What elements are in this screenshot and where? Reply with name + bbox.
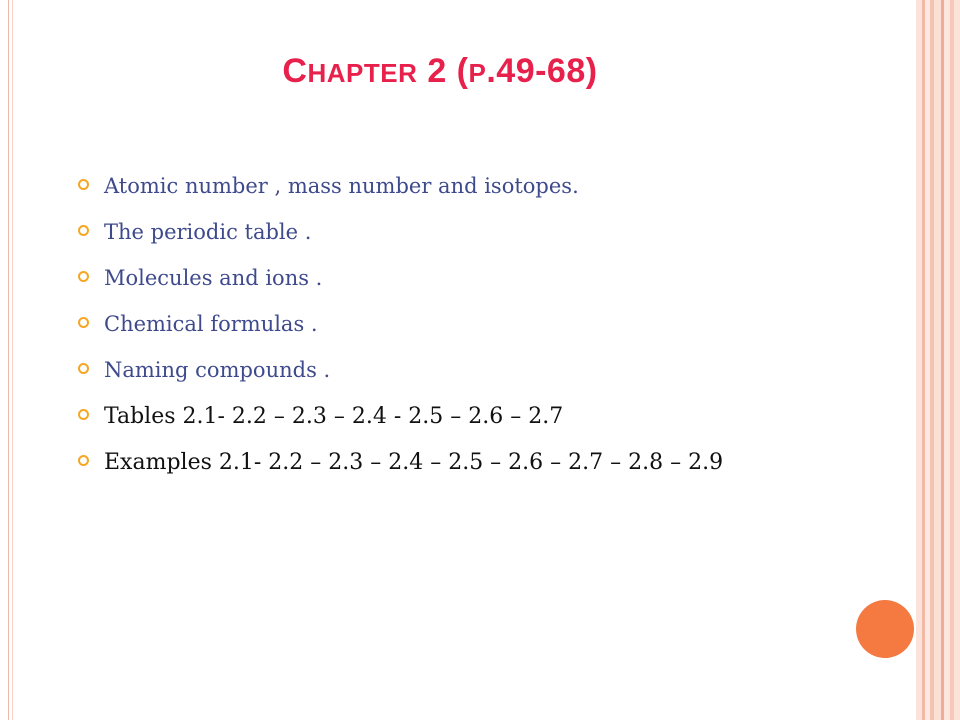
- bullet-item: [78, 170, 878, 203]
- bullet-text: The periodic table .: [104, 220, 312, 244]
- bullet-item: [78, 400, 878, 433]
- bullet-ring-icon: [78, 363, 89, 374]
- bullet-text: Atomic number , mass number and isotopes.: [104, 174, 579, 198]
- bullet-ring-icon: [78, 455, 89, 466]
- title-part: .49-68): [486, 52, 598, 90]
- bullet-ring-icon: [78, 409, 89, 420]
- frame-line: [12, 0, 13, 720]
- bullet-ring-icon: [78, 179, 89, 190]
- bullet-item: [78, 308, 878, 341]
- bullet-item: [78, 262, 878, 295]
- stripe: [934, 0, 941, 720]
- accent-circle: [856, 600, 914, 658]
- frame-line: [8, 0, 9, 720]
- bullet-ring-icon: [78, 225, 89, 236]
- bullet-text: Examples 2.1- 2.2 – 2.3 – 2.4 – 2.5 – 2.6 – 2.7 – 2.8 – 2.9: [104, 450, 724, 475]
- title-part: 2 (: [417, 52, 469, 90]
- bullet-item: [78, 446, 878, 479]
- title-part: HAPTER: [307, 58, 418, 88]
- stripe: [954, 0, 960, 720]
- title-part: C: [282, 52, 308, 90]
- bullet-text: Chemical formulas .: [104, 312, 318, 336]
- bullet-ring-icon: [78, 317, 89, 328]
- bullet-item: [78, 354, 878, 387]
- bullet-ring-icon: [78, 271, 89, 282]
- bullet-text: Molecules and ions .: [104, 266, 323, 290]
- decorative-stripes: [916, 0, 960, 720]
- title-part: P: [468, 58, 487, 88]
- slide-title: [0, 52, 880, 91]
- bullet-list: [78, 170, 878, 492]
- bullet-text: Tables 2.1- 2.2 – 2.3 – 2.4 - 2.5 – 2.6 – 2.7: [104, 404, 564, 429]
- bullet-item: [78, 216, 878, 249]
- bullet-text: Naming compounds .: [104, 358, 331, 382]
